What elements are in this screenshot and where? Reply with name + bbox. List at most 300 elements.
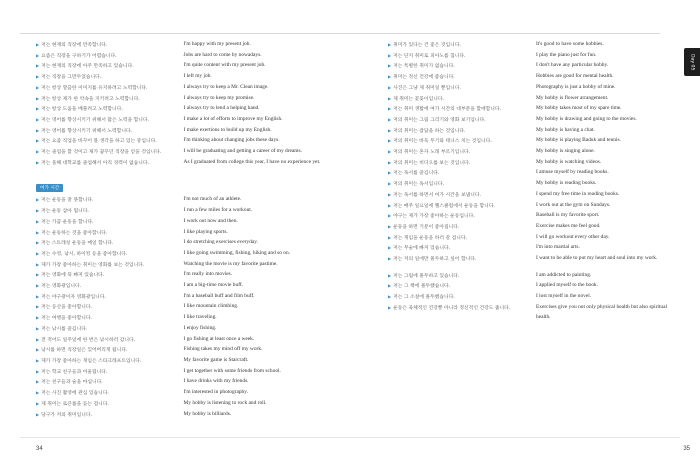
left-page xyxy=(36,40,336,426)
sentence-row xyxy=(36,270,336,281)
sentence-row xyxy=(36,388,336,399)
korean-text: 저는 가끔 운동을 합니다. xyxy=(41,219,94,225)
korean-sentence xyxy=(388,104,536,115)
bullet-icon: ▶ xyxy=(388,181,392,187)
korean-sentence xyxy=(36,313,184,324)
english-sentence: I like mountain climbing. xyxy=(183,303,239,310)
english-sentence: I want to be able to put my heart and soul into my work. xyxy=(536,255,658,262)
korean-sentence xyxy=(36,335,184,346)
korean-sentence xyxy=(388,281,536,292)
korean-text: 저의 취미는 독서입니다. xyxy=(393,182,444,188)
sentence-row xyxy=(388,243,678,254)
bullet-icon: ▶ xyxy=(388,95,392,101)
section-tag xyxy=(36,174,336,195)
korean-text: 저는 직장을 그만두었습니다. xyxy=(41,75,102,81)
korean-sentence xyxy=(388,136,536,147)
korean-sentence xyxy=(36,345,184,356)
korean-text: 저는 사진 촬영에 관심 있습니다. xyxy=(41,391,109,397)
sentence-row xyxy=(388,254,678,265)
english-sentence: Hobbies are good for mental health. xyxy=(536,73,614,80)
sentence-row xyxy=(388,104,678,115)
sentence-row xyxy=(36,399,336,410)
korean-sentence xyxy=(388,222,536,233)
bullet-icon: ▶ xyxy=(36,315,40,321)
sentence-row xyxy=(36,228,336,239)
korean-text: 저는 영화에 푹 빠져 있습니다. xyxy=(41,273,105,279)
korean-text: 당구가 저의 취미입니다. xyxy=(41,412,92,418)
korean-text: 운동은 육체적인 건강뿐 아니라 정신적인 건강도 줍니다. xyxy=(393,305,511,311)
english-sentence: I always try to keep a Mr. Clean image. xyxy=(183,83,269,90)
korean-text: 제 취미는 로큰롤을 듣는 겁니다. xyxy=(41,401,109,407)
korean-text: 저는 독서를 즐깁니다. xyxy=(393,171,440,177)
english-sentence: I'm quite content with my present job. xyxy=(183,62,266,69)
korean-sentence xyxy=(388,179,536,190)
sentence-row xyxy=(36,217,336,228)
sentence-row xyxy=(36,367,336,378)
korean-sentence xyxy=(36,158,184,169)
korean-sentence xyxy=(36,356,184,367)
korean-sentence xyxy=(36,249,184,260)
korean-text: 저는 등산을 좋아합니다. xyxy=(41,305,92,311)
english-sentence: Fishing takes my mind off my work. xyxy=(183,346,263,353)
korean-text: 제가 가장 좋아하는 취미는 영화를 보는 것입니다. xyxy=(41,262,145,268)
bullet-icon: ▶ xyxy=(36,197,40,203)
bullet-icon: ▶ xyxy=(36,42,40,47)
sentence-row xyxy=(36,335,336,346)
bullet-icon: ▶ xyxy=(388,283,392,289)
english-sentence: Watching the movie is my favorite pastime. xyxy=(183,260,278,267)
korean-text: 저는 낚시를 즐깁니다. xyxy=(41,326,88,332)
right-page xyxy=(388,40,678,328)
bullet-icon: ▶ xyxy=(36,250,40,256)
english-sentence: I like going swimming, fishing, hiking and so on. xyxy=(183,249,291,256)
korean-sentence xyxy=(36,83,184,94)
korean-sentence xyxy=(388,211,536,222)
bullet-icon: ▶ xyxy=(36,357,40,363)
korean-text: 저는 운동 삼아 뜁니다. xyxy=(41,209,89,215)
bullet-icon: ▶ xyxy=(388,202,392,208)
bullet-icon: ▶ xyxy=(388,213,392,219)
korean-sentence xyxy=(388,243,536,254)
korean-text: 저는 수영, 낚시, 하이킹 등을 좋아합니다. xyxy=(41,251,128,257)
english-sentence: I always try to keep my promise. xyxy=(183,94,255,101)
english-sentence: I'm not much of an athlete. xyxy=(183,196,242,203)
bullet-icon: ▶ xyxy=(36,138,40,144)
bullet-icon: ▶ xyxy=(36,74,40,80)
korean-text: 저는 영화광입니다. xyxy=(41,284,82,290)
sentence-row xyxy=(388,72,678,83)
korean-sentence xyxy=(388,201,536,212)
korean-text: 운동을 하면 기분이 좋아집니다. xyxy=(393,224,460,230)
korean-text: 저는 영어를 향상시키기 위해서 많은 노력을 합니다. xyxy=(41,117,150,123)
korean-sentence xyxy=(388,271,536,282)
korean-sentence xyxy=(388,51,536,62)
english-sentence: It's good to have some hobbies. xyxy=(536,41,604,47)
sentence-row xyxy=(36,147,336,158)
bullet-icon: ▶ xyxy=(388,52,392,58)
korean-text: 저는 특별한 취미가 없습니다. xyxy=(393,64,455,70)
korean-sentence xyxy=(388,83,536,94)
korean-sentence xyxy=(36,51,184,62)
korean-sentence xyxy=(388,190,536,201)
sentence-row xyxy=(36,126,336,137)
right-block-1 xyxy=(388,40,678,265)
left-block-1 xyxy=(36,40,336,168)
korean-text: 저는 무술에 빠져 있습니다. xyxy=(393,246,451,252)
sentence-row xyxy=(36,281,336,292)
korean-text: 저는 친구들과 술을 마십니다. xyxy=(41,380,103,386)
korean-sentence xyxy=(388,233,536,244)
english-sentence: I work out at the gym on Sundays. xyxy=(536,201,611,208)
sentence-row xyxy=(388,201,678,212)
bullet-icon: ▶ xyxy=(388,223,392,229)
sentence-row xyxy=(388,115,678,126)
english-sentence: My hobby is reading books. xyxy=(536,180,597,187)
sentence-row xyxy=(36,206,336,217)
english-sentence: I'm into martial arts. xyxy=(536,244,580,251)
english-sentence: I am addicted to painting. xyxy=(536,271,592,278)
korean-sentence xyxy=(388,115,536,126)
korean-text: 저는 영어를 향상시키기 위해서 노력합니다. xyxy=(41,128,133,134)
english-sentence: I always try to lend a helping hand. xyxy=(183,105,260,112)
english-sentence: I lost myself in the novel. xyxy=(536,293,592,300)
bullet-icon: ▶ xyxy=(388,191,392,197)
english-sentence: As I graduated from college this year, I have no experience yet. xyxy=(183,158,321,165)
korean-text: 저는 요즘 직업을 바꾸어 볼 생각을 하고 있는 중입니다. xyxy=(41,139,157,145)
english-sentence: I'm really into movies. xyxy=(183,271,233,278)
english-sentence: I spend my free time in reading books. xyxy=(536,190,620,197)
bullet-icon: ▶ xyxy=(388,42,392,47)
english-sentence: My hobby is watching videos. xyxy=(536,158,602,165)
bullet-icon: ▶ xyxy=(36,304,40,310)
sentence-row xyxy=(36,115,336,126)
sentence-row xyxy=(388,233,678,244)
english-sentence: Jobs are hard to come by nowadays. xyxy=(183,51,262,58)
korean-text: 저는 그 책에 몰두했습니다. xyxy=(393,284,451,290)
sentence-row xyxy=(36,345,336,356)
english-sentence: Baseball is my favorite sport. xyxy=(536,212,600,219)
bullet-icon: ▶ xyxy=(388,294,392,300)
page-number-left: 34 xyxy=(36,446,43,452)
sentence-row xyxy=(36,51,336,62)
sentence-row xyxy=(36,410,336,421)
english-sentence: I play the piano just for fun. xyxy=(536,51,597,58)
english-sentence: I do stretching exercises everyday. xyxy=(183,239,258,246)
sentence-row xyxy=(388,179,678,190)
bullet-icon: ▶ xyxy=(388,245,392,251)
english-sentence: Photography is just a hobby of mine. xyxy=(536,83,616,90)
korean-sentence xyxy=(36,399,184,410)
korean-sentence xyxy=(388,94,536,105)
bullet-icon: ▶ xyxy=(36,84,40,90)
sentence-row xyxy=(36,249,336,260)
korean-text: 저는 매주 일요일에 헬스클럽에서 운동을 합니다. xyxy=(393,203,495,209)
bullet-icon: ▶ xyxy=(36,52,40,58)
korean-text: 제 취미는 꽃꽂이입니다. xyxy=(393,96,444,102)
korean-sentence xyxy=(36,367,184,378)
sentence-row xyxy=(388,190,678,201)
korean-text: 저의 취미는 바둑 두기와 테니스 치는 것입니다. xyxy=(393,139,492,145)
bullet-icon: ▶ xyxy=(36,272,40,278)
bullet-icon: ▶ xyxy=(388,256,392,262)
korean-sentence xyxy=(36,40,184,51)
english-sentence: I will be graduating and getting a career of my dreams. xyxy=(183,148,302,155)
bullet-icon: ▶ xyxy=(36,400,40,406)
english-sentence: My hobby takes most of my spare time. xyxy=(536,105,622,112)
bullet-icon: ▶ xyxy=(388,170,392,176)
top-rule xyxy=(20,33,660,34)
korean-text: 저는 단지 취미로 피아노를 칩니다. xyxy=(393,53,466,59)
sentence-row xyxy=(36,260,336,271)
korean-sentence xyxy=(36,72,184,83)
bullet-icon: ▶ xyxy=(388,234,392,240)
english-sentence: My hobby is billiards. xyxy=(183,410,232,417)
bullet-icon: ▶ xyxy=(36,240,40,246)
korean-text: 저는 독서를 하면서 여가 시간을 보냅니다. xyxy=(393,192,482,198)
korean-text: 저는 항상 도움을 베풀려고 노력합니다. xyxy=(41,107,123,113)
korean-sentence xyxy=(36,206,184,217)
korean-text: 저는 현재의 직장에 만족합니다. xyxy=(41,43,108,48)
english-sentence: I have drinks with my friends. xyxy=(183,378,249,385)
korean-text: 전 적어도 일주일에 한 번은 낚시하러 갑니다. xyxy=(41,337,136,343)
korean-text: 낚시를 하면 직장일은 잊어버리게 됩니다. xyxy=(41,348,128,354)
sentence-row xyxy=(388,136,678,147)
bullet-icon: ▶ xyxy=(388,127,392,133)
bullet-icon: ▶ xyxy=(388,106,392,112)
korean-sentence xyxy=(36,136,184,147)
day-side-tab: Day 05 xyxy=(684,48,700,76)
bullet-icon: ▶ xyxy=(36,63,40,69)
korean-sentence xyxy=(36,126,184,137)
bottom-rule xyxy=(20,437,680,438)
sentence-row xyxy=(388,61,678,72)
english-sentence: My hobby is playing Baduk and tennis. xyxy=(536,137,621,144)
korean-text: 저는 스트레칭 운동을 매일 합니다. xyxy=(41,241,114,247)
bullet-icon: ▶ xyxy=(36,127,40,133)
korean-text: 저의 취미는 비디오를 보는 것입니다. xyxy=(393,160,471,166)
right-block-2 xyxy=(388,271,678,323)
sentence-row xyxy=(388,40,678,51)
sentence-row xyxy=(36,158,336,169)
korean-sentence xyxy=(36,238,184,249)
sentence-row xyxy=(388,51,678,62)
sentence-row xyxy=(388,83,678,94)
bullet-icon: ▶ xyxy=(388,138,392,144)
korean-text: 사진은 그냥 제 취미일 뿐입니다. xyxy=(393,85,461,91)
sentence-row xyxy=(388,281,678,292)
korean-text: 저의 취미는 혼자 노래 부르기입니다. xyxy=(393,150,471,156)
sentence-row xyxy=(388,94,678,105)
korean-sentence xyxy=(388,147,536,158)
sentence-row xyxy=(36,238,336,249)
sentence-row xyxy=(36,302,336,313)
english-sentence: I go fishing at least once a week. xyxy=(183,335,255,342)
english-sentence: I'm happy with my present job. xyxy=(183,41,251,47)
korean-text: 저는 게임을 운동을 하러 갈 겁니다. xyxy=(393,235,468,241)
korean-text: 저는 현재의 직장에 아주 만족하고 있습니다. xyxy=(41,64,134,70)
korean-text: 저는 운동하는 것을 좋아합니다. xyxy=(41,230,108,236)
sentence-row xyxy=(36,40,336,51)
english-sentence: I run a few miles for a workout. xyxy=(183,207,253,214)
english-sentence: I am a big-time movie buff. xyxy=(183,282,244,289)
korean-sentence xyxy=(36,147,184,158)
bullet-icon: ▶ xyxy=(36,325,40,331)
english-sentence: I left my job. xyxy=(183,73,212,80)
korean-sentence xyxy=(36,324,184,335)
korean-text: 저는 저의 일에만 몰두하고 싶어 합니다. xyxy=(393,257,477,263)
english-sentence: Exercise makes me feel good. xyxy=(536,222,601,229)
korean-sentence xyxy=(388,126,536,137)
sentence-row xyxy=(36,292,336,303)
korean-text: 야구는 제가 가장 좋아하는 운동입니다. xyxy=(393,214,475,220)
korean-sentence xyxy=(388,72,536,83)
korean-text: 요즘은 직장을 구하기가 어렵습니다. xyxy=(41,53,117,59)
korean-text: 저의 취미는 그림 그리기와 영화 보기입니다. xyxy=(393,117,486,123)
bullet-icon: ▶ xyxy=(388,149,392,155)
english-sentence: I amuse myself by reading books. xyxy=(536,169,609,176)
bullet-icon: ▶ xyxy=(36,116,40,122)
sentence-row xyxy=(388,147,678,158)
korean-text: 저는 올해 대학교를 졸업해서 아직 경력이 없습니다. xyxy=(41,160,150,166)
bullet-icon: ▶ xyxy=(36,283,40,289)
english-sentence: I like playing sports. xyxy=(183,228,228,235)
korean-sentence xyxy=(36,302,184,313)
bullet-icon: ▶ xyxy=(36,149,40,155)
korean-sentence xyxy=(36,195,184,206)
english-sentence: My hobby is flower arrangement. xyxy=(536,94,609,101)
korean-text: 취미가 있다는 건 좋은 것입니다. xyxy=(393,43,461,48)
sentence-row xyxy=(36,356,336,367)
bullet-icon: ▶ xyxy=(388,74,392,80)
sentence-row xyxy=(388,292,678,303)
bullet-icon: ▶ xyxy=(36,368,40,374)
english-sentence: I enjoy fishing. xyxy=(183,324,217,331)
korean-sentence xyxy=(388,292,536,303)
korean-text: 저는 운동을 잘 못합니다. xyxy=(41,198,94,204)
bullet-icon: ▶ xyxy=(36,218,40,224)
sentence-row xyxy=(36,377,336,388)
korean-text: 취미는 정신 건강에 좋습니다. xyxy=(393,75,455,81)
english-sentence: I make exertions to build up my English. xyxy=(183,126,272,133)
korean-sentence xyxy=(36,410,184,421)
english-sentence: I'm thinking about changing jobs these days. xyxy=(183,137,280,144)
english-sentence: I work out now and then. xyxy=(183,217,238,224)
bullet-icon: ▶ xyxy=(388,272,392,278)
english-sentence: I applied myself to the book. xyxy=(536,282,598,289)
english-sentence: My hobby is drawing and going to the movies. xyxy=(536,115,637,122)
sentence-row xyxy=(388,126,678,137)
sentence-row xyxy=(36,61,336,72)
sentence-row xyxy=(388,271,678,282)
sentence-row xyxy=(388,211,678,222)
korean-sentence xyxy=(36,270,184,281)
bullet-icon: ▶ xyxy=(36,229,40,235)
sentence-row xyxy=(36,104,336,115)
bullet-icon: ▶ xyxy=(36,208,40,214)
korean-sentence xyxy=(36,61,184,72)
korean-text: 제가 가장 좋아하는 게임은 스타크래프트입니다. xyxy=(41,358,142,364)
korean-sentence xyxy=(388,158,536,169)
korean-sentence xyxy=(36,228,184,239)
bullet-icon: ▶ xyxy=(388,116,392,122)
english-sentence: I'm a baseball buff and film buff. xyxy=(183,292,255,299)
english-sentence: I don't have any particular hobby. xyxy=(536,62,609,69)
bullet-icon: ▶ xyxy=(36,411,40,417)
bullet-icon: ▶ xyxy=(36,95,40,101)
english-sentence: I make a lot of efforts to improve my English. xyxy=(183,115,283,122)
english-sentence: My favorite game is Starcraft. xyxy=(183,356,249,363)
sentence-row xyxy=(36,313,336,324)
english-sentence: Exercises give you not only physical health but also spiritual health. xyxy=(536,303,667,320)
korean-sentence xyxy=(388,40,536,51)
korean-sentence xyxy=(36,104,184,115)
english-sentence: My hobby is having a chat. xyxy=(536,126,595,133)
korean-sentence xyxy=(36,94,184,105)
korean-sentence xyxy=(36,292,184,303)
bullet-icon: ▶ xyxy=(388,84,392,90)
sentence-row xyxy=(388,222,678,233)
english-sentence: I will go workout every other day. xyxy=(536,233,610,240)
korean-sentence xyxy=(36,217,184,228)
korean-text: 저는 여행을 좋아합니다. xyxy=(41,316,92,322)
bullet-icon: ▶ xyxy=(388,63,392,69)
bullet-icon: ▶ xyxy=(388,159,392,165)
sentence-row xyxy=(388,303,678,322)
sentence-row xyxy=(36,136,336,147)
korean-sentence xyxy=(36,281,184,292)
page-number-right: 35 xyxy=(683,446,690,452)
bullet-icon: ▶ xyxy=(36,390,40,396)
korean-sentence xyxy=(388,254,536,265)
english-sentence: I like traveling. xyxy=(183,314,217,321)
sentence-row xyxy=(36,94,336,105)
english-sentence: My hobby is singing alone. xyxy=(536,148,595,155)
sentence-row xyxy=(36,324,336,335)
korean-text: 저는 취미 생활에 여가 시간의 대부분을 할애합니다. xyxy=(393,107,502,113)
korean-sentence xyxy=(36,388,184,399)
korean-sentence xyxy=(388,303,536,314)
korean-text: 저는 항상 깔끔한 이미지를 유지하려고 노력합니다. xyxy=(41,85,148,91)
bullet-icon: ▶ xyxy=(36,261,40,267)
korean-text: 저는 그 소설에 몰두했습니다. xyxy=(393,295,455,301)
english-sentence: I get together with some friends from school. xyxy=(183,367,281,374)
sentence-row xyxy=(388,158,678,169)
korean-text: 저는 학교 친구들과 어울립니다. xyxy=(41,369,108,375)
korean-sentence xyxy=(36,260,184,271)
bullet-icon: ▶ xyxy=(36,159,40,165)
korean-sentence xyxy=(36,115,184,126)
english-sentence: My hobby is listening to rock and roll. xyxy=(183,399,267,406)
bullet-icon: ▶ xyxy=(388,304,392,310)
english-sentence: I'm interested in photography. xyxy=(183,389,248,396)
bullet-icon: ▶ xyxy=(36,336,40,342)
korean-text: 저는 졸업을 할 것이고 제가 꿈꾸던 직장을 얻을 것입니다. xyxy=(41,150,162,156)
korean-sentence xyxy=(388,168,536,179)
bullet-icon: ▶ xyxy=(36,347,40,353)
korean-text: 저는 그림에 몰두하고 있습니다. xyxy=(393,273,460,279)
korean-text: 저는 항상 제가 한 약속을 지키려고 노력합니다. xyxy=(41,96,140,102)
bullet-icon: ▶ xyxy=(36,293,40,299)
korean-sentence xyxy=(388,61,536,72)
left-block-2 xyxy=(36,195,336,420)
sentence-row xyxy=(388,168,678,179)
sentence-row xyxy=(36,195,336,206)
sentence-row xyxy=(36,72,336,83)
sentence-row xyxy=(36,83,336,94)
bullet-icon: ▶ xyxy=(36,106,40,112)
korean-text: 저의 취미는 잡담을 하는 것입니다. xyxy=(393,128,466,134)
bullet-icon: ▶ xyxy=(36,379,40,385)
